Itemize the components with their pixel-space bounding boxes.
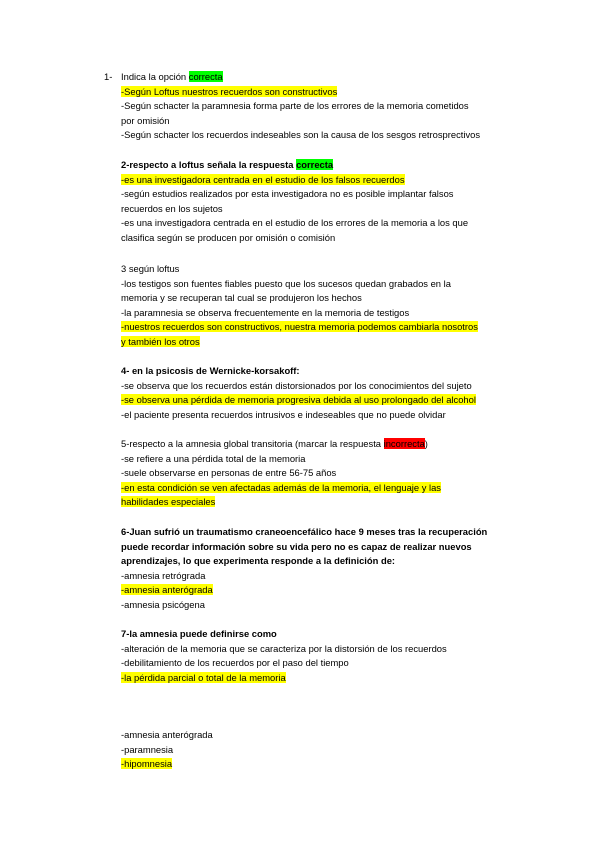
q8-option-2: -paramnesia [121,743,174,755]
q5-option-2: -suele observarse en personas de entre 56-75 años [121,467,337,479]
q5-title [121,437,521,452]
q1-title-prefix: Indica la opción [121,71,189,82]
q2-option-3-cont: clasifica según se producen por omisión o comisión [121,231,336,243]
question-8-options [121,728,521,772]
q4-option-3: -el paciente presenta recuerdos intrusivos e indeseables que no puede olvidar [121,408,446,420]
question-2 [121,158,521,173]
question-1 [121,70,521,143]
question-4 [121,364,521,422]
q6-title-line-1: 6-Juan sufrió un traumatismo craneoencefálico hace 9 meses tras la recuperación [121,526,488,537]
q6-option-2: -amnesia anterógrada [121,584,213,596]
q2-option-1: -es una investigadora centrada en el estudio de los falsos recuerdos [121,173,405,185]
q7-option-1: -alteración de la memoria que se caracteriza por la distorsión de los recuerdos [121,642,447,654]
q2-option-3: -es una investigadora centrada en el estudio de los errores de la memoria a los que [121,217,469,229]
q7-option-2: -debilitamiento de los recuerdos por el paso del tiempo [121,657,349,669]
question-3 [121,262,521,350]
q5-title-keyword: incorrecta [383,438,425,449]
q7-option-3: -la pérdida parcial o total de la memoria [121,671,286,683]
q4-title: 4- en la psicosis de Wernicke-korsakoff: [121,365,300,376]
q5-option-3: -en esta condición se ven afectadas además de la memoria, el lenguaje y las [121,481,441,493]
q8-option-1: -amnesia anterógrada [121,729,213,740]
q5-option-3-cont: habilidades especiales [121,496,216,508]
question-2-options [121,173,521,246]
q6-option-1: -amnesia retrógrada [121,569,206,581]
q2-title-keyword: correcta [296,159,334,170]
q7-title: 7-la amnesia puede definirse como [121,628,277,639]
q3-option-3: -nuestros recuerdos son constructivos, nuestra memoria podemos cambiarla nosotros [121,321,478,333]
q2-option-2-cont: recuerdos en los sujetos [121,202,223,214]
q6-option-3: -amnesia psicógena [121,598,205,610]
q4-option-1: -se observa que los recuerdos están distorsionados por los conocimientos del sujeto [121,379,472,391]
q1-option-2-cont: por omisión [121,114,170,126]
q8-option-3: -hipomnesia [121,758,173,770]
q6-title-line-3: aprendizajes, lo que experimenta responde a la definición de: [121,555,396,567]
q5-option-1: -se refiere a una pérdida total de la memoria [121,452,306,464]
q2-title [121,158,521,173]
q2-option-2: -según estudios realizados por esta investigadora no es posible implantar falsos [121,188,454,200]
q3-option-1: -los testigos son fuentes fiables puesto que los sucesos quedan grabados en la [121,277,451,289]
q1-option-3: -Según schacter los recuerdos indeseables son la causa de los sesgos retrosprectivos [121,129,481,141]
q5-title-prefix: 5-respecto a la amnesia global transitoria (marcar la respuesta [121,438,384,449]
question-6 [121,525,521,613]
q3-title: 3 según loftus [121,263,180,274]
q1-title-keyword: correcta [188,71,223,82]
q2-title-prefix: 2-respecto a loftus señala la respuesta [121,159,297,170]
q5-title-suffix: ) [424,438,428,449]
q1-title [121,70,521,85]
q6-title-line-2: puede recordar información sobre su vida pero no es capaz de realizar nuevos [121,540,472,552]
q1-option-1: -Según Loftus nuestros recuerdos son constructivos [121,85,338,97]
question-7 [121,627,521,685]
question-5 [121,437,521,510]
q1-option-2: -Según schacter la paramnesia forma parte de los errores de la memoria cometidos [121,100,469,112]
q3-option-1-cont: memoria y se recuperan tal cual se produjeron los hechos [121,292,362,304]
q3-option-3-cont: y también los otros [121,335,200,347]
q3-option-2: -la paramnesia se observa frecuentemente en la memoria de testigos [121,306,410,318]
q1-number: 1- [104,71,113,82]
q4-option-2: -se observa una pérdida de memoria progresiva debida al uso prolongado del alcohol [121,394,476,406]
